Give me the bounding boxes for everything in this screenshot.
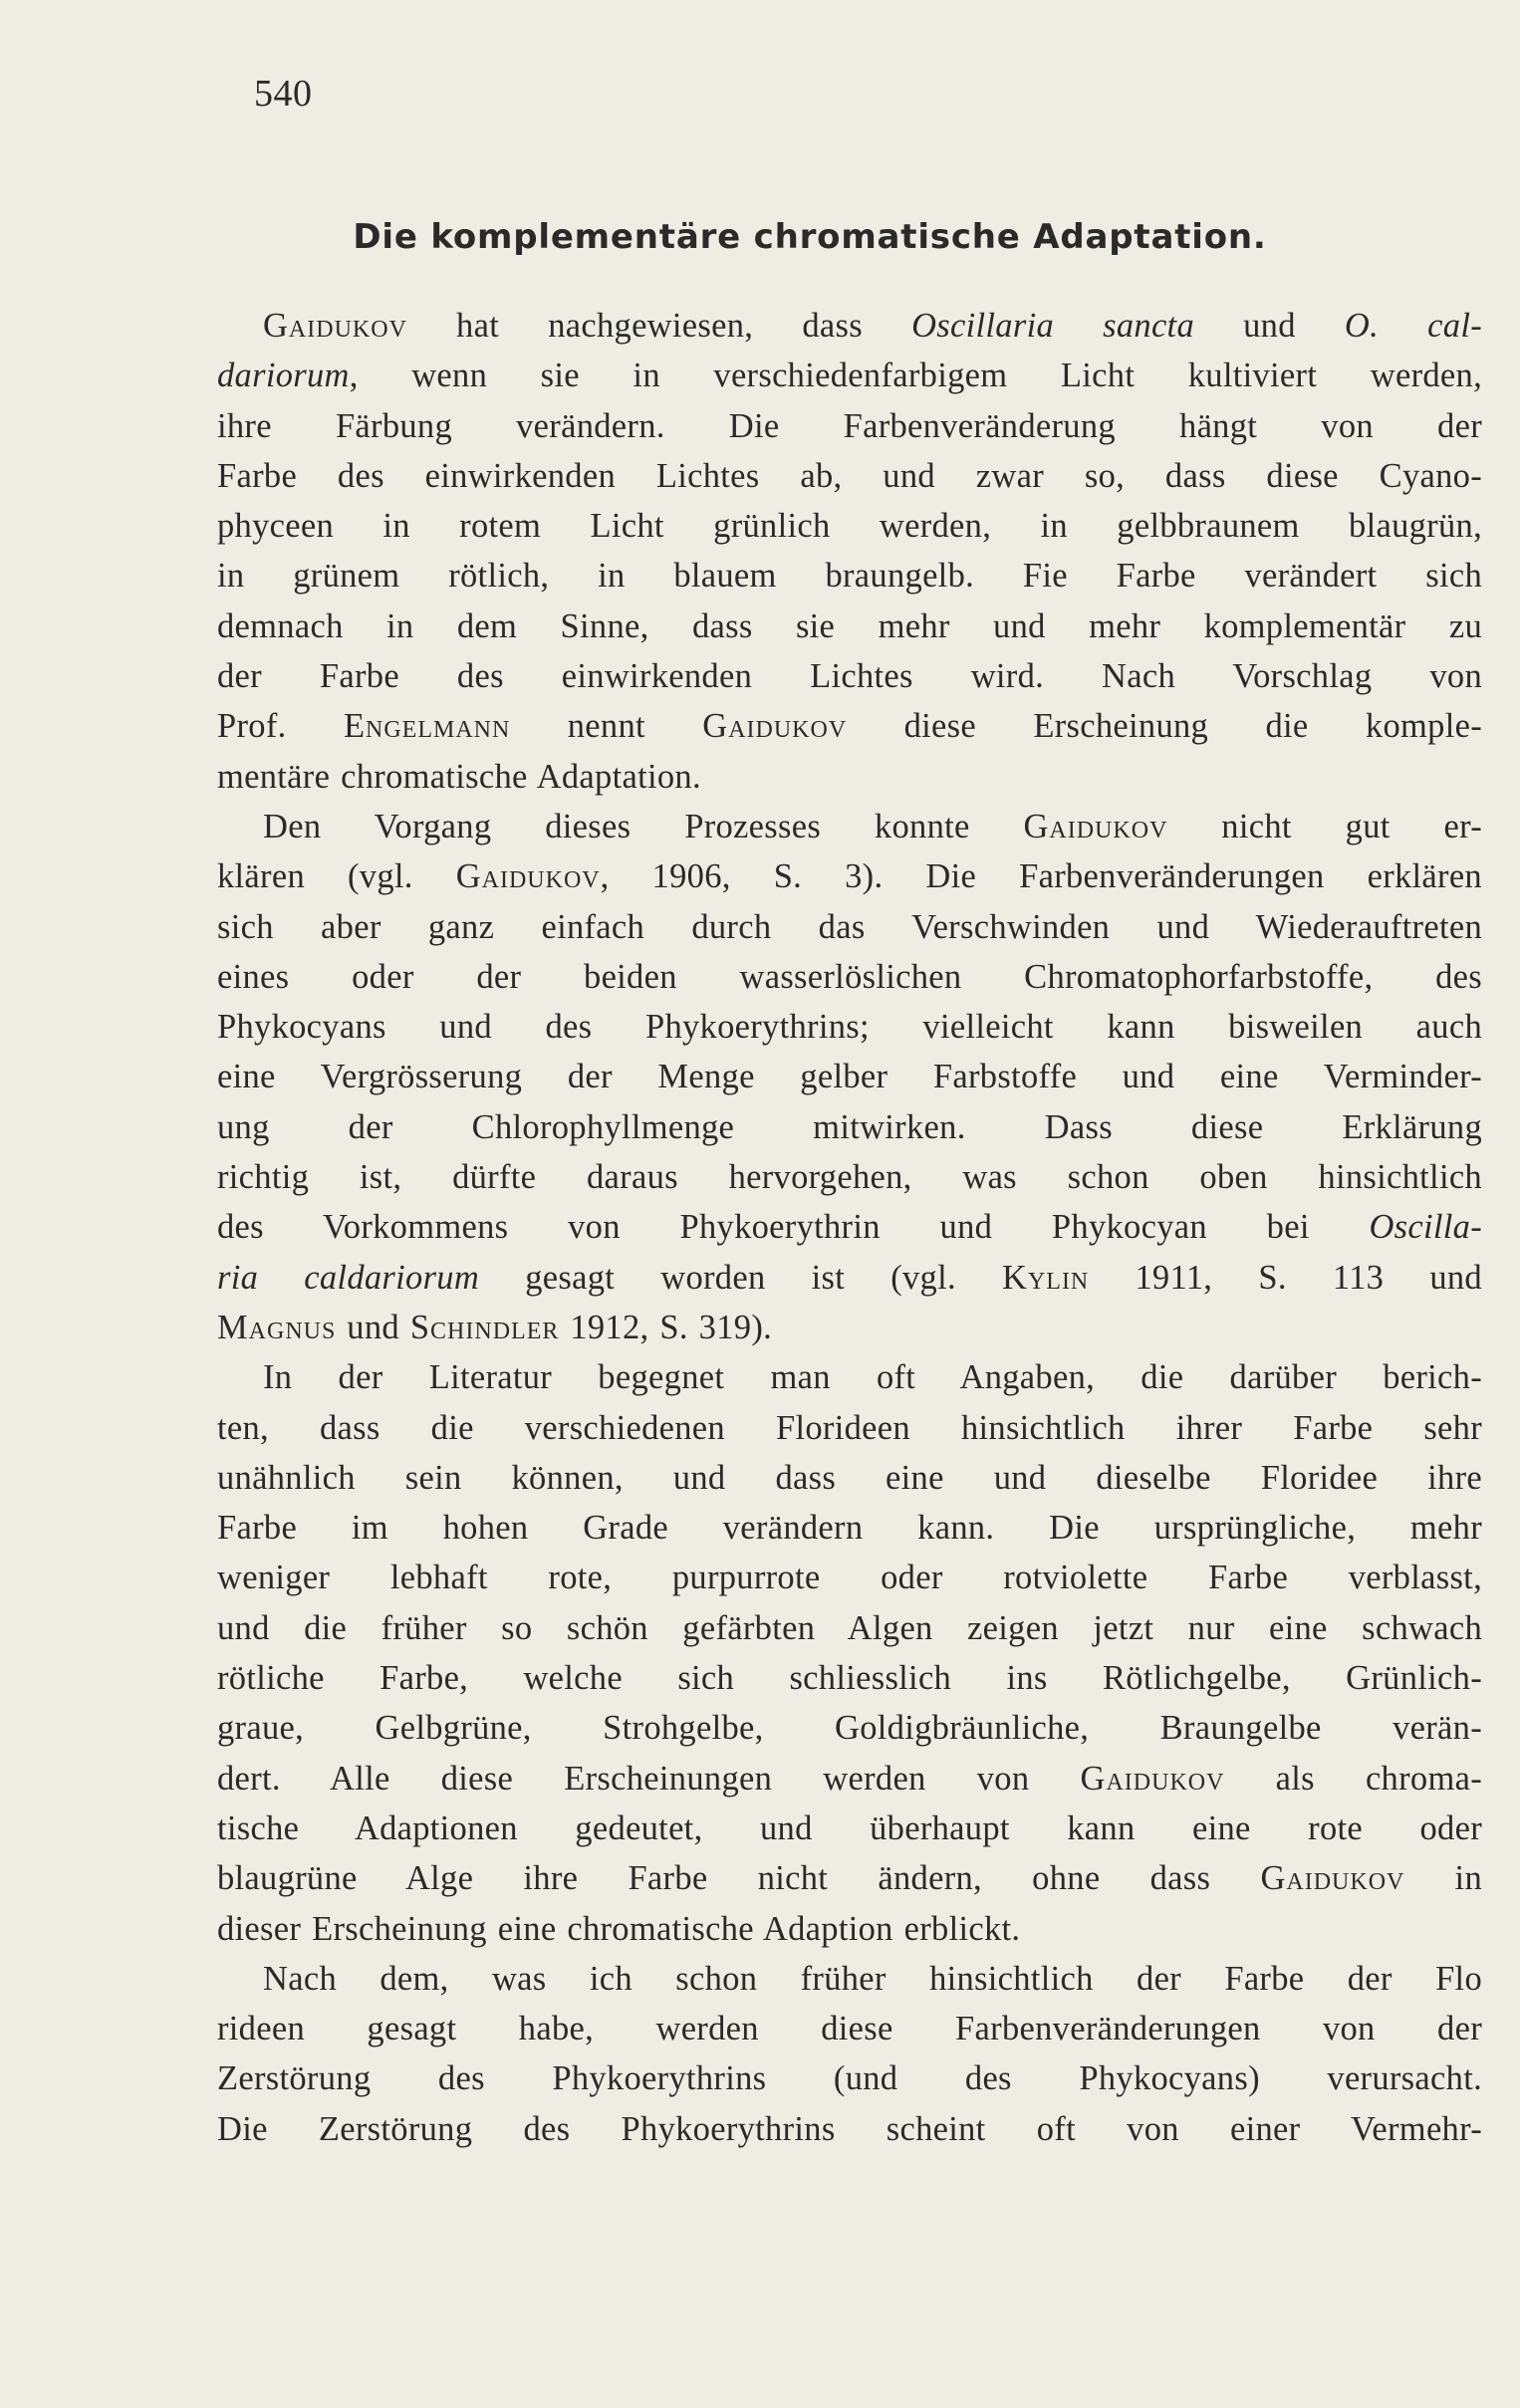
text-run: gesagt worden ist (vgl. (479, 1258, 1003, 1297)
text-line (217, 2053, 1482, 2103)
text-run: Den Vorgang dieses Prozesses konnte (263, 807, 1024, 845)
species-name: Oscilla- (1369, 1208, 1482, 1247)
text-run: tische Adaptionen gedeutet, und überhaupt kann eine rote oder (217, 1808, 1482, 1847)
text-run: 1911, S. 113 und (1089, 1258, 1482, 1297)
text-line (217, 1503, 1482, 1553)
author-name: Gaidukov (263, 307, 407, 345)
text-line (217, 2004, 1482, 2053)
text-line (217, 1804, 1482, 1853)
text-line (217, 301, 1482, 351)
text-run: richtig ist, dürfte daraus hervorgehen, was schon oben hinsichtlich (217, 1158, 1482, 1197)
text-line (217, 1603, 1482, 1653)
text-run: klären (vgl. (217, 857, 456, 896)
text-line (217, 701, 1482, 751)
text-run: nennt (510, 707, 703, 746)
text-line (217, 351, 1482, 400)
text-run: des Vorkommens von Phykoerythrin und Phykocyan bei (217, 1208, 1370, 1247)
text-run: und die früher so schön gefärbten Algen zeigen jetzt nur eine schwach (217, 1608, 1482, 1647)
author-name: Gaidukov (1023, 807, 1168, 845)
text-line (217, 1403, 1482, 1453)
text-run: nicht gut er- (1167, 807, 1483, 845)
text-run: ihre Färbung verändern. Die Farbenveränderung hängt von der (217, 406, 1482, 445)
text-run: sich aber ganz einfach durch das Verschwinden und Wiederauftreten (217, 907, 1482, 946)
section-heading: Die komplementäre chromatische Adaptation. (353, 217, 1267, 257)
text-run: blaugrüne Alge ihre Farbe nicht ändern, ohne dass (217, 1859, 1261, 1898)
text-line (217, 1303, 1482, 1352)
text-run: diese Erscheinung die komple- (847, 707, 1483, 746)
text-run: unähnlich sein können, und dass eine und dieselbe Floridee ihre (217, 1458, 1482, 1497)
text-run: als chroma- (1224, 1759, 1482, 1798)
text-line (217, 851, 1482, 901)
text-run: , wenn sie in verschiedenfarbigem Licht kultiviert werden, (349, 357, 1482, 395)
author-name: Gaidukov (702, 707, 848, 746)
text-run: rideen gesagt habe, werden diese Farbenveränderungen von der (217, 2010, 1482, 2048)
author-name: Gaidukov (455, 857, 601, 896)
text-run: phyceen in rotem Licht grünlich werden, in gelbbraunem blaugrün, (217, 507, 1482, 546)
text-line (217, 1202, 1482, 1252)
text-run: weniger lebhaft rote, purpurrote oder rotviolette Farbe verblasst, (217, 1559, 1482, 1597)
text-line (217, 1904, 1482, 1954)
text-line (217, 2104, 1482, 2154)
text-run: Nach dem, was ich schon früher hinsichtlich der Farbe der Flo (263, 1959, 1482, 1998)
page-number: 540 (254, 73, 313, 115)
text-run: in grünem rötlich, in blauem braungelb. Fie Farbe verändert sich (217, 557, 1482, 596)
text-run: demnach in dem Sinne, dass sie mehr und mehr komplementär zu (217, 606, 1482, 645)
text-run: Die Zerstörung des Phykoerythrins scheint oft von einer Vermehr- (217, 2109, 1482, 2148)
text-run: ung der Chlorophyllmenge mitwirken. Dass diese Erklärung (217, 1107, 1482, 1146)
text-line (217, 1703, 1482, 1753)
text-run: Prof. (217, 707, 344, 746)
text-run: Farbe im hohen Grade verändern kann. Die ursprüngliche, mehr (217, 1509, 1482, 1548)
text-run: rötliche Farbe, welche sich schliesslich ins Rötlichgelbe, Grünlich- (217, 1659, 1482, 1698)
text-run: und (1194, 307, 1345, 345)
text-line (217, 501, 1482, 551)
text-line (217, 1102, 1482, 1152)
text-line (217, 902, 1482, 952)
author-name: Schindler (409, 1308, 560, 1346)
text-line (217, 1754, 1482, 1804)
text-run: In der Literatur begegnet man oft Angaben, die darüber berich- (263, 1358, 1482, 1397)
text-run: , 1906, S. 3). Die Farbenveränderungen erklären (600, 857, 1482, 896)
text-run: Farbe des einwirkenden Lichtes ab, und zwar so, dass diese Cyano- (217, 456, 1482, 495)
text-run: hat nachgewiesen, dass (406, 307, 912, 345)
text-line (217, 1002, 1482, 1052)
text-run: eine Vergrösserung der Menge gelber Farbstoffe und eine Verminder- (217, 1058, 1482, 1096)
text-line (217, 752, 1482, 802)
text-run: der Farbe des einwirkenden Lichtes wird. Nach Vorschlag von (217, 657, 1482, 696)
species-name: Oscillaria sancta (911, 307, 1194, 345)
text-line (217, 952, 1482, 1002)
author-name: Kylin (1002, 1258, 1090, 1297)
text-line (217, 602, 1482, 651)
text-line (217, 1653, 1482, 1703)
species-name: ria caldariorum (217, 1258, 480, 1297)
body-text (217, 301, 1482, 2154)
text-line (217, 1152, 1482, 1202)
text-run: 1912, S. 319). (559, 1308, 773, 1346)
text-line (217, 1954, 1482, 2004)
author-name: Magnus (217, 1308, 337, 1346)
text-run: ten, dass die verschiedenen Florideen hinsichtlich ihrer Farbe sehr (217, 1408, 1482, 1447)
text-line (217, 1553, 1482, 1602)
text-run: dieser Erscheinung eine chromatische Adaption erblickt. (217, 1909, 1021, 1948)
text-run: Zerstörung des Phykoerythrins (und des Phykocyans) verursacht. (217, 2059, 1482, 2098)
text-line (217, 1453, 1482, 1503)
author-name: Engelmann (343, 707, 511, 746)
text-run: mentäre chromatische Adaptation. (217, 757, 701, 796)
species-name: O. cal- (1344, 307, 1482, 345)
text-run: in (1404, 1859, 1482, 1898)
text-line (217, 551, 1482, 601)
text-line (217, 1853, 1482, 1903)
text-line (217, 1052, 1482, 1101)
text-run: und (336, 1308, 410, 1346)
text-line (217, 802, 1482, 851)
text-line (217, 401, 1482, 451)
text-line (217, 1253, 1482, 1303)
text-line (217, 451, 1482, 501)
text-line (217, 651, 1482, 701)
text-run: graue, Gelbgrüne, Strohgelbe, Goldigbräunliche, Braungelbe verän- (217, 1709, 1482, 1748)
text-run: Phykocyans und des Phykoerythrins; vielleicht kann bisweilen auch (217, 1008, 1482, 1047)
author-name: Gaidukov (1260, 1859, 1405, 1898)
text-run: eines oder der beiden wasserlöslichen Chromatophorfarbstoffe, des (217, 957, 1482, 996)
text-run: dert. Alle diese Erscheinungen werden von (217, 1759, 1081, 1798)
text-line (217, 1352, 1482, 1402)
author-name: Gaidukov (1080, 1759, 1225, 1798)
species-name: dariorum (217, 357, 350, 395)
